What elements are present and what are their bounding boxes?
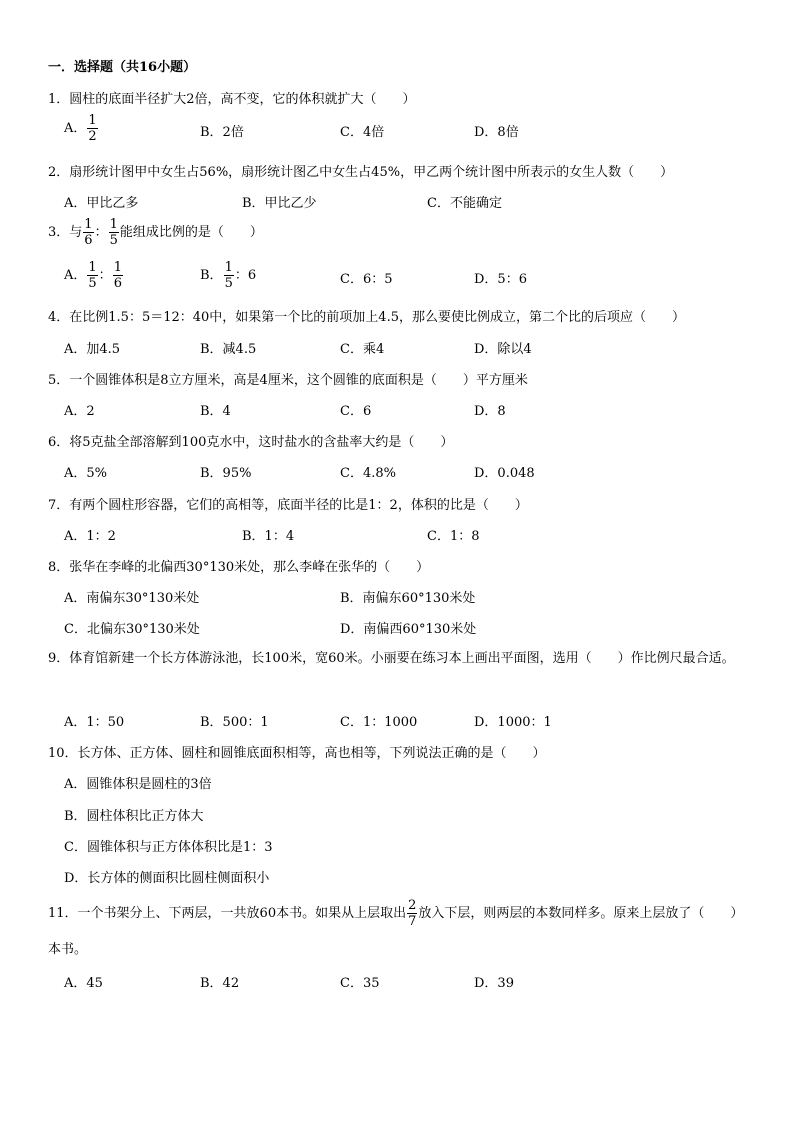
fraction: $\frac{1}{6}$ (84, 217, 93, 248)
q1-option-a[interactable]: A． $\frac{1}{2}$ (64, 113, 97, 144)
q11-option-b[interactable]: B．42 (200, 976, 240, 991)
fraction: $\frac{2}{7}$ (408, 898, 417, 929)
q8-option-c[interactable]: C．北偏东30°130米处 (64, 622, 200, 637)
q3-option-d[interactable]: D．5：6 (474, 272, 527, 287)
q9-option-c[interactable]: C．1：1000 (340, 715, 418, 730)
q6-option-d[interactable]: D．0.048 (474, 466, 535, 481)
fraction: $\frac{1}{6}$ (113, 260, 122, 291)
fraction: $\frac{1}{5}$ (88, 260, 97, 291)
q10-option-c[interactable]: C．圆锥体积与正方体体积比是1：3 (64, 840, 273, 855)
q5-option-a[interactable]: A．2 (64, 404, 95, 419)
q10-option-b[interactable]: B．圆柱体积比正方体大 (64, 809, 204, 824)
fraction: $\frac{1}{5}$ (109, 217, 118, 248)
section-title: 一．选择题（共16小题） (48, 60, 197, 75)
q9-option-d[interactable]: D．1000：1 (474, 715, 552, 730)
q3-option-a[interactable]: A． $\frac{1}{5}$ ： $\frac{1}{6}$ (64, 260, 122, 291)
question-3: 3．与 $\frac{1}{6}$ ： $\frac{1}{5}$ 能组成比例的是（ ） (48, 217, 263, 248)
q7-option-c[interactable]: C．1：8 (427, 529, 480, 544)
question-number: 1． (48, 92, 70, 107)
q7-option-b[interactable]: B．1：4 (242, 529, 295, 544)
question-11: 11．一个书架分上、下两层，一共放60本书。如果从上层取出 $\frac{2}{7}$ 放入下层，则两层的本数同样多。原来上层放了（ ）本书。 (48, 898, 744, 957)
q1-option-d[interactable]: D．8倍 (474, 125, 519, 140)
question-4: 4．在比例1.5：5＝12：40中，如果第一个比的前项加上4.5，那么要使比例成立，第二个比的后项应（ ） (48, 310, 685, 325)
question-10: 10．长方体、正方体、圆柱和圆锥底面积相等，高也相等，下列说法正确的是（ ） (48, 746, 546, 761)
q2-option-b[interactable]: B．甲比乙少 (242, 196, 317, 211)
q3-option-b[interactable]: B． $\frac{1}{5}$ ：6 (200, 260, 257, 291)
q6-option-b[interactable]: B．95% (200, 466, 252, 481)
question-6: 6．将5克盐全部溶解到100克水中，这时盐水的含盐率大约是（ ） (48, 435, 454, 450)
q11-option-c[interactable]: C．35 (340, 976, 380, 991)
q1-option-c[interactable]: C．4倍 (340, 125, 385, 140)
question-text: 圆柱的底面半径扩大2倍，高不变，它的体积就扩大（ ） (69, 92, 416, 107)
q5-option-d[interactable]: D．8 (474, 404, 506, 419)
q11-option-a[interactable]: A．45 (64, 976, 103, 991)
q5-option-b[interactable]: B．4 (200, 404, 231, 419)
q8-option-b[interactable]: B．南偏东60°130米处 (340, 591, 476, 606)
q3-option-c[interactable]: C．6：5 (340, 272, 393, 287)
question-8: 8．张华在李峰的北偏西30°130米处，那么李峰在张华的（ ） (48, 560, 430, 575)
question-7: 7．有两个圆柱形容器，它们的高相等，底面半径的比是1：2，体积的比是（ ） (48, 498, 528, 513)
q7-option-a[interactable]: A．1：2 (64, 529, 116, 544)
q2-option-a[interactable]: A．甲比乙多 (64, 196, 139, 211)
q11-option-d[interactable]: D．39 (474, 976, 514, 991)
q4-option-d[interactable]: D．除以4 (474, 342, 532, 357)
q6-option-a[interactable]: A．5% (64, 466, 108, 481)
q6-option-c[interactable]: C．4.8% (340, 466, 396, 481)
q9-option-b[interactable]: B．500：1 (200, 715, 269, 730)
q10-option-d[interactable]: D．长方体的侧面积比圆柱侧面积小 (64, 871, 270, 886)
question-5: 5．一个圆锥体积是8立方厘米，高是4厘米，这个圆锥的底面积是（ ）平方厘米 (48, 373, 528, 388)
q4-option-c[interactable]: C．乘4 (340, 342, 385, 357)
q2-option-c[interactable]: C．不能确定 (427, 196, 502, 211)
q9-option-a[interactable]: A．1：50 (64, 715, 125, 730)
question-9: 9．体育馆新建一个长方体游泳池，长100米，宽60米。小丽要在练习本上画出平面图，选用（ ）作比例尺最合适。 (48, 651, 735, 666)
q8-option-a[interactable]: A．南偏东30°130米处 (64, 591, 200, 606)
q4-option-a[interactable]: A．加4.5 (64, 342, 121, 357)
q8-option-d[interactable]: D．南偏西60°130米处 (340, 622, 477, 637)
fraction: $\frac{1}{2}$ (88, 113, 97, 144)
fraction: $\frac{1}{5}$ (224, 260, 233, 291)
q1-option-b[interactable]: B．2倍 (200, 125, 244, 140)
q5-option-c[interactable]: C．6 (340, 404, 372, 419)
question-1 (48, 88, 416, 107)
q10-option-a[interactable]: A．圆锥体积是圆柱的3倍 (64, 777, 212, 792)
question-2: 2．扇形统计图甲中女生占56%，扇形统计图乙中女生占45%，甲乙两个统计图中所表示的女生人数（ ） (48, 165, 674, 180)
q4-option-b[interactable]: B．减4.5 (200, 342, 257, 357)
